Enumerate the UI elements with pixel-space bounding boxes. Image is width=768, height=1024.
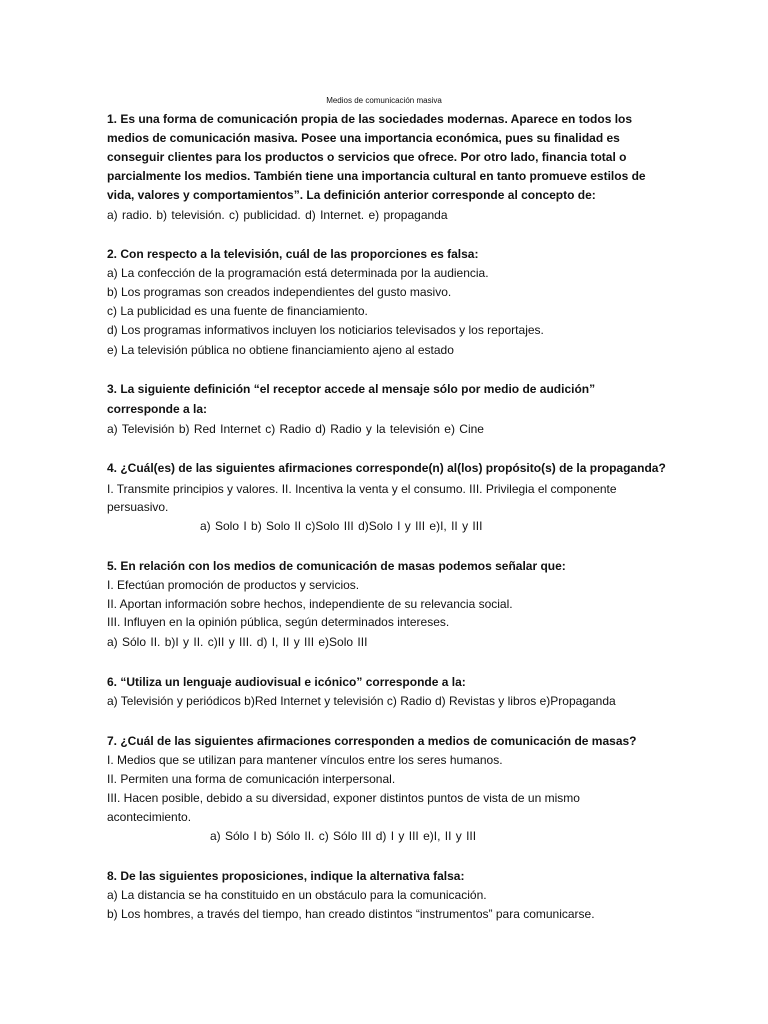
q7-statement-1: I. Medios que se utilizan para mantener vínculos entre los seres humanos. (107, 753, 503, 767)
q6-options: a) Televisión y periódicos b)Red Internet y televisión c) Radio d) Revistas y libros e)Propaganda (107, 694, 616, 708)
q7-question: 7. ¿Cuál de las siguientes afirmaciones corresponden a medios de comunicación de masas? (107, 734, 637, 748)
q3-options: a) Televisión b) Red Internet c) Radio d) Radio y la televisión e) Cine (107, 422, 484, 436)
q1-line-3: conseguir clientes para los productos o servicios que ofrece. Por otro lado, financia total o (107, 150, 627, 164)
q7-statement-4: acontecimiento. (107, 810, 192, 824)
q1-line-4: parcialmente los medios. También tiene una importancia cultural en tanto promueve estilos de (107, 169, 646, 183)
q3-line-1: 3. La siguiente definición “el receptor accede al mensaje sólo por medio de audición” (107, 382, 596, 396)
q1-line-1: 1. Es una forma de comunicación propia de las sociedades modernas. Aparece en todos los (107, 112, 633, 126)
page-title: Medios de comunicación masiva (326, 96, 442, 105)
q1-options: a) radio. b) televisión. c) publicidad. d) Internet. e) propaganda (107, 208, 448, 222)
q4-statements-1: I. Transmite principios y valores. II. Incentiva la venta y el consumo. III. Privilegia el componente (107, 482, 617, 496)
q7-statement-3: III. Hacen posible, debido a su diversidad, exponer distintos puntos de vista de un mismo (107, 791, 580, 805)
q4-question: 4. ¿Cuál(es) de las siguientes afirmaciones corresponde(n) al(los) propósito(s) de la propaganda? (107, 461, 666, 475)
q2-option-e: e) La televisión pública no obtiene financiamiento ajeno al estado (107, 343, 454, 357)
q8-option-a: a) La distancia se ha constituido en un obstáculo para la comunicación. (107, 888, 487, 902)
q8-option-b: b) Los hombres, a través del tiempo, han creado distintos “instrumentos” para comunicarse. (107, 907, 595, 921)
q5-options: a) Sólo II. b)I y II. c)II y III. d) I, II y III e)Solo III (107, 635, 368, 649)
q2-option-c: c) La publicidad es una fuente de financiamiento. (107, 304, 368, 318)
q5-statement-3: III. Influyen en la opinión pública, según determinados intereses. (107, 615, 450, 629)
q4-statements-2: persuasivo. (107, 500, 169, 514)
q3-line-2: corresponde a la: (107, 402, 208, 416)
q5-statement-2: II. Aportan información sobre hechos, independiente de su relevancia social. (107, 597, 513, 611)
q2-option-b: b) Los programas son creados independientes del gusto masivo. (107, 285, 452, 299)
q2-option-a: a) La confección de la programación está determinada por la audiencia. (107, 266, 489, 280)
q1-line-2: medios de comunicación masiva. Posee una importancia económica, pues su finalidad es (107, 131, 620, 145)
q2-question: 2. Con respecto a la televisión, cuál de las proporciones es falsa: (107, 247, 479, 261)
q5-statement-1: I. Efectúan promoción de productos y servicios. (107, 578, 360, 592)
q2-option-d: d) Los programas informativos incluyen los noticiarios televisados y los reportajes. (107, 323, 544, 337)
q6-question: 6. “Utiliza un lenguaje audiovisual e icónico” corresponde a la: (107, 675, 466, 689)
q4-options: a) Solo I b) Solo II c)Solo III d)Solo I y III e)I, II y III (200, 519, 483, 533)
q7-options: a) Sólo I b) Sólo II. c) Sólo III d) I y III e)I, II y III (210, 829, 477, 843)
q1-line-5: vida, valores y comportamientos”. La definición anterior corresponde al concepto de: (107, 188, 596, 202)
q7-statement-2: II. Permiten una forma de comunicación interpersonal. (107, 772, 396, 786)
q8-question: 8. De las siguientes proposiciones, indique la alternativa falsa: (107, 869, 465, 883)
q5-question: 5. En relación con los medios de comunicación de masas podemos señalar que: (107, 559, 566, 573)
